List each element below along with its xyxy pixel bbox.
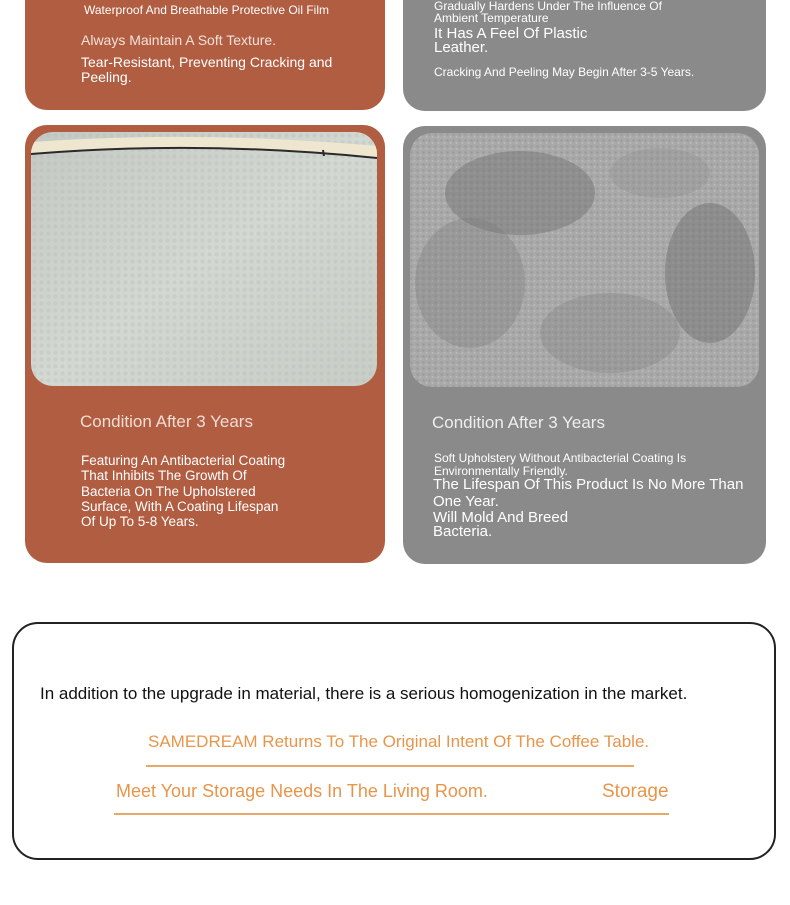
right-card-line2: The Lifespan Of This Product Is No More Than One Year. [433,476,744,511]
top-right-card [403,0,766,111]
right-card-line1: Soft Upholstery Without Antibacterial Coating Is Environmentally Friendly. [434,451,687,478]
antibacterial-card [25,125,385,563]
storage-underline [114,813,669,815]
no-coating-card [403,126,766,564]
brand-intent-line: SAMEDREAM Returns To The Original Intent Of The Coffee Table. [148,732,650,751]
smooth-leather-photo [31,132,377,386]
storage-tail: Storage [602,781,669,802]
top-left-line3: Tear-Resistant, Preventing Cracking and Peeling. [81,54,333,86]
top-right-line2: It Has A Feel Of Plastic Leather. [434,25,588,57]
market-statement: In addition to the upgrade in material, there is a serious homogenization in the market. [40,684,688,703]
top-right-line3: Cracking And Peeling May Begin After 3-5 Years. [434,65,695,79]
left-card-body: Featuring An Antibacterial Coating That Inhibits The Growth Of Bacteria On The Upholstered Surface, With A Coating Lifespan Of Up To 5-8 Years. [81,453,286,529]
storage-needs-line: Meet Your Storage Needs In The Living Room. [116,781,488,801]
right-card-line3: Will Mold And Breed Bacteria. [433,509,569,541]
top-left-line1: Waterproof And Breathable Protective Oil Film [84,3,329,17]
brand-intent-underline [146,765,634,767]
right-card-heading: Condition After 3 Years [432,413,605,432]
top-left-card [25,0,385,110]
moldy-fabric-photo [410,133,759,387]
market-statement-box [12,622,776,860]
left-card-heading: Condition After 3 Years [80,412,253,431]
top-right-line1: Gradually Hardens Under The Influence Of Ambient Temperature [434,0,662,25]
top-left-line2: Always Maintain A Soft Texture. [81,32,277,48]
